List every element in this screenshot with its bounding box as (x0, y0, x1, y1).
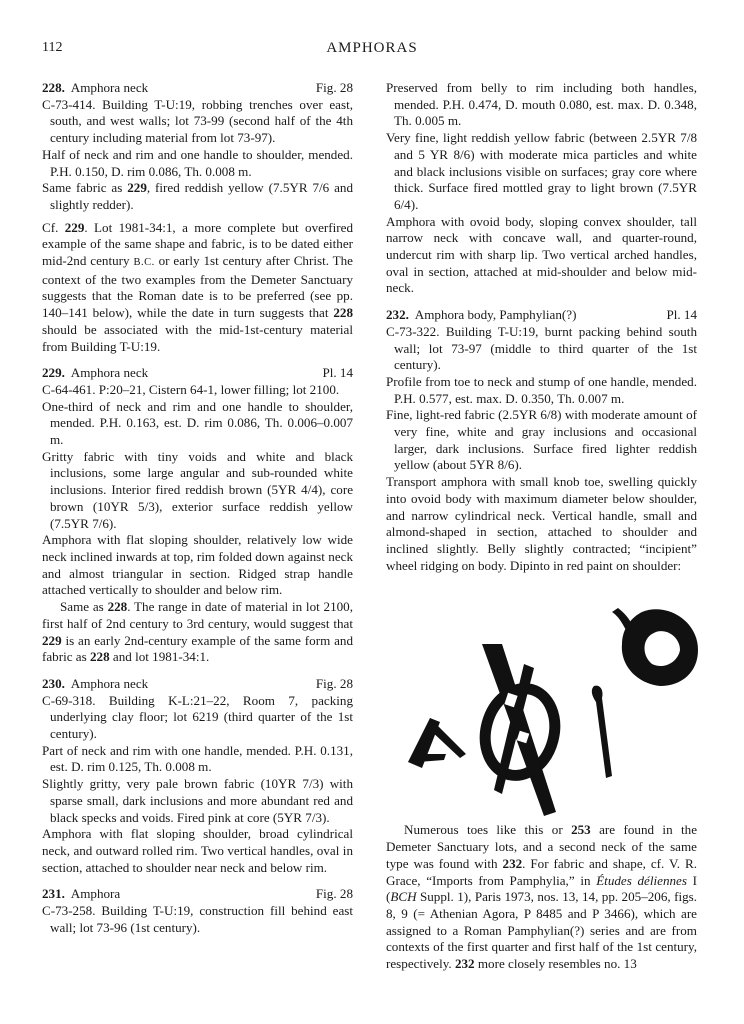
entry-232-heading (386, 307, 697, 324)
entry-231-context: C-73-258. Building T-U:19, construction fill behind east wall; lot 73-96 (1st century). (42, 903, 353, 935)
entry-230-description: Amphora with flat sloping shoulder, broad cylindrical neck, and outward rolled rim. Two vertical handles, oval in section, attached to shoulder near neck and below rim. (42, 826, 353, 875)
entry-229-description: Amphora with flat sloping shoulder, relatively low wide neck inclined inwards at top, rim folded down against neck and almost triangular in section. Ridged strap handle attached vertically to shoulder and below rim. (42, 532, 353, 598)
entry-228-dimensions: Half of neck and rim and one handle to shoulder, mended. P.H. 0.150, D. rim 0.086, Th. 0.008 m. (42, 146, 353, 179)
entry-number: 232. (386, 307, 409, 323)
running-head: AMPHORAS (326, 40, 418, 56)
entry-229-dimensions: One-third of neck and rim and one handle to shoulder, mended. P.H. 0.163, est. D. rim 0.086, Th. 0.006–0.007 m. (42, 398, 353, 448)
entry-title: Amphora neck (70, 80, 149, 95)
figure-ref: Fig. 28 (315, 675, 353, 691)
comparison-paragraph: Cf. 229. Lot 1981-34:1, a more complete but overfired example of the same shape and fabric, is to be dated either mid-2nd century B.C. or early 1st century after Christ. The context of the two examples from the Demeter Sanctuary suggests that the Roman date is to be preferred (see pp. 140–141 below), while the date in turn suggests that 228 should be associated with the mid-1st-century material from Building T-U:19. (42, 219, 354, 354)
entry-232-fabric: Fine, light-red fabric (2.5YR 6/8) with moderate amount of very fine, white and gray inclusions and occasional larger, dark inclusions. Surface fired lighter reddish yellow (about 5YR 8/6). (386, 407, 697, 473)
entry-number: 229. (42, 365, 65, 381)
entry-title: Amphora body, Pamphylian(?) (414, 307, 577, 323)
entry-230-dimensions: Part of neck and rim with one handle, mended. P.H. 0.131, est. D. rim 0.125, Th. 0.008 m. (42, 742, 353, 775)
entry-231-dimensions: Preserved from belly to rim including both handles, mended. P.H. 0.474, D. mouth 0.080, est. max. D. 0.348, Th. 0.005 m. (386, 80, 697, 129)
right-column (386, 80, 697, 973)
page-number: 112 (42, 40, 63, 55)
entry-229-discussion: Same as 228. The range in date of material in lot 2100, first half of 2nd century to 3rd century, would suggest that 229 is an early 2nd-century example of the same form and fabric as 228 and lot 1981-34:1. (42, 599, 354, 665)
dipinto-illustration (406, 604, 700, 816)
entry-229-heading (42, 365, 353, 382)
page-header (0, 30, 744, 56)
entry-title: Amphora neck (70, 365, 149, 381)
dipinto-phi-glyph (476, 644, 564, 816)
entry-228-fabric: Same fabric as 229, fired reddish yellow (7.5YR 7/6 and slightly redder). (42, 180, 353, 212)
plate-ref: Pl. 14 (322, 365, 353, 381)
dipinto-alpha-glyph (408, 718, 466, 768)
entry-number: 228. (42, 80, 65, 95)
entry-229-context: C-64-461. P:20–21, Cistern 64-1, lower filling; lot 2100. (42, 381, 340, 397)
entry-number: 230. (42, 675, 65, 691)
entry-232-description: Transport amphora with small knob toe, swelling quickly into ovoid body with maximum diameter below shoulder, and narrow cylindrical neck. Vertical handle, small and almond-shaped in section, attached to shoulder and inclined slightly. Belly slightly contracted; “incipient” wheel ridging on body. Dipinto in red paint on shoulder: (386, 474, 697, 573)
entry-231-description: Amphora with ovoid body, sloping convex shoulder, tall narrow neck with concave wall, and quarter-round, undercut rim with sharp lip. Two vertical arched handles, oval in section, attached at mid-shoulder and below mid-neck. (386, 213, 697, 296)
entry-232-discussion: Numerous toes like this or 253 are found in the Demeter Sanctuary lots, and a second neck of the same type was found with 232. For fabric and shape, cf. V. R. Grace, “Imports from Pamphylia,” in Études déliennes I (BCH Suppl. 1), Paris 1973, nos. 13, 14, pp. 205–206, figs. 8, 9 (= Athenian Agora, P 8485 and P 3466), which are assigned to a Roman Pamphylian(?) series and are from contexts of the first quarter and first half of the 1st century, respectively. 232 more closely resembles no. 13 (386, 822, 698, 972)
entry-228-context: C-73-414. Building T-U:19, robbing trenches over east, south, and west walls; lot 73-99 (second half of the 4th century including material from lot 73-97). (42, 96, 353, 146)
dipinto-omicron-glyph (612, 608, 698, 686)
entry-title: Amphora (70, 886, 121, 902)
entry-229-fabric: Gritty fabric with tiny voids and white and black inclusions, some large angular and sub-rounded white inclusions. Interior fired reddish brown (5YR 4/4), core brown (10YR 5/3), exterior surface reddish yellow (7.5YR 7/6). (42, 448, 353, 531)
figure-ref: Fig. 28 (315, 80, 353, 95)
entry-228-heading (42, 80, 353, 97)
figure-ref: Fig. 28 (315, 886, 353, 902)
dipinto-iota-glyph (592, 686, 612, 778)
entry-231-heading (42, 886, 353, 903)
entry-230-heading (42, 676, 353, 693)
entry-232-context: C-73-322. Building T-U:19, burnt packing behind south wall; lot 73-97 (middle to third quarter of the 1st century). (386, 323, 697, 373)
entry-title: Amphora neck (70, 675, 149, 691)
entry-number: 231. (42, 886, 65, 902)
entry-231-fabric: Very fine, light reddish yellow fabric (between 2.5YR 7/8 and 5 YR 8/6) with moderate mica particles and white and black inclusions visible on surfaces; gray core where thick. Surface fired mottled gray to light brown (7.5YR 6/4). (386, 130, 697, 212)
entry-230-fabric: Slightly gritty, very pale brown fabric (10YR 7/3) with sparse small, dark inclusions and more abundant red and black specks and voids. Fired pink at core (5YR 7/3). (42, 776, 353, 825)
plate-ref: Pl. 14 (666, 307, 697, 323)
entry-230-context: C-69-318. Building K-L:21–22, Room 7, packing underlying clay floor; lot 6219 (third quarter of the 1st century). (42, 692, 353, 742)
entry-232-dimensions: Profile from toe to neck and stump of one handle, mended. P.H. 0.577, est. max. D. 0.350, Th. 0.007 m. (386, 373, 697, 406)
left-column (42, 80, 353, 936)
